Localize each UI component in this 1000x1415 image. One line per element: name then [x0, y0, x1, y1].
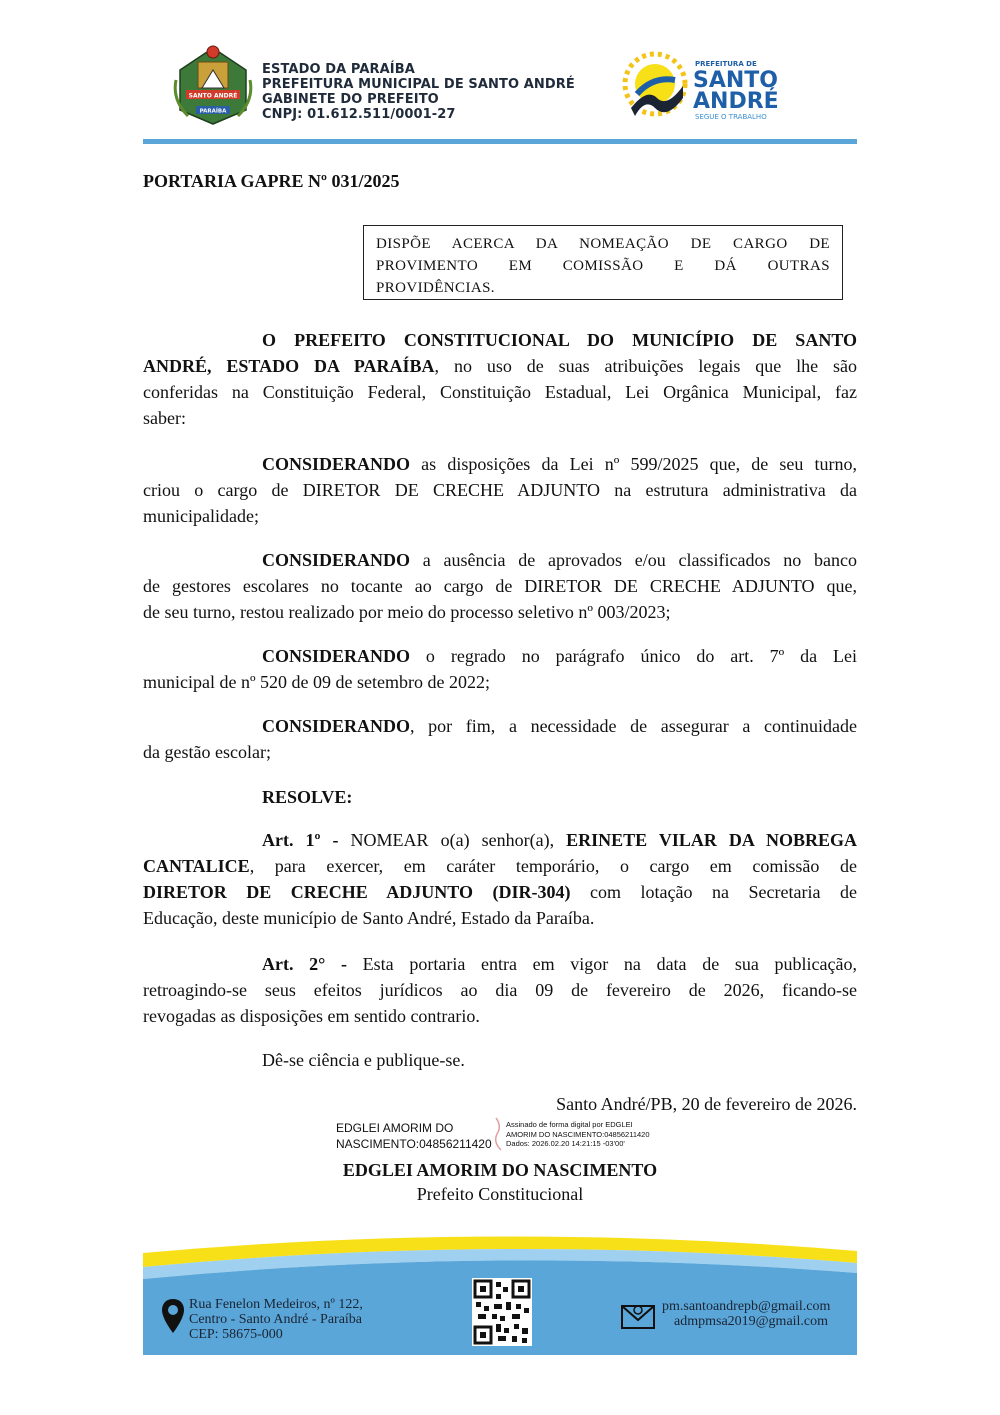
considerando-3-line-1: o regrado no parágrafo único do art. 7º da Lei — [410, 646, 857, 666]
location-pin-icon — [160, 1297, 186, 1337]
signature-mark-icon — [494, 1116, 504, 1152]
ementa-line-3: PROVIDÊNCIAS. — [376, 280, 495, 296]
header-line-cnpj: CNPJ: 01.612.511/0001-27 — [262, 107, 456, 122]
considerando-1-line-2: criou o cargo de DIRETOR DE CRECHE ADJUNTO na estrutura administrativa da — [143, 480, 857, 500]
header-line-prefeitura: PREFEITURA MUNICIPAL DE SANTO ANDRÉ — [262, 77, 575, 92]
ementa-line-1: DISPÕE ACERCA DA NOMEAÇÃO DE CARGO DE — [376, 236, 830, 252]
article-1-name-1: ERINETE VILAR DA NOBREGA — [566, 830, 857, 850]
article-1-label: Art. 1º - — [262, 830, 339, 850]
considerando-1-line-1: as disposições da Lei nº 599/2025 que, de seu turno, — [410, 454, 857, 474]
signature-name-line-2: NASCIMENTO:04856211420 — [336, 1137, 492, 1151]
article-1-text-2: , para exercer, em caráter temporário, o cargo em comissão de — [249, 856, 857, 876]
article-2-line-3: revogadas as disposições em sentido contrario. — [143, 1006, 480, 1026]
preamble-line-4: saber: — [143, 408, 186, 428]
ementa-line-2: PROVIMENTO EM COMISSÃO E DÁ OUTRAS — [376, 258, 830, 274]
brand-name-line-1: SANTO — [693, 68, 778, 93]
address-line-3: CEP: 58675-000 — [189, 1327, 283, 1342]
address-line-2: Centro - Santo André - Paraíba — [189, 1312, 363, 1327]
article-1-line-4: Educação, deste município de Santo André, Estado da Paraíba. — [143, 908, 595, 928]
signer-name: EDGLEI AMORIM DO NASCIMENTO — [342, 1160, 658, 1180]
signature-meta-1: Assinado de forma digital por EDGLEI — [506, 1120, 633, 1129]
header-line-gabinete: GABINETE DO PREFEITO — [262, 92, 439, 107]
considerando-2-bold: CONSIDERANDO — [262, 550, 411, 570]
considerando-3-line-2: municipal de nº 520 de 09 de setembro de 2022; — [143, 672, 491, 692]
crest-label-bottom: PARAÍBA — [199, 108, 227, 115]
preamble-paragraph — [143, 327, 857, 431]
document-title: PORTARIA GAPRE Nº 031/2025 — [143, 171, 400, 191]
article-1-text-3: com lotação na Secretaria de — [570, 882, 858, 902]
article-1-text-1: NOMEAR o(a) senhor(a), — [338, 830, 567, 850]
brand-slogan: SEGUE O TRABALHO — [695, 113, 767, 121]
municipal-crest — [172, 40, 254, 126]
considerando-2-paragraph — [143, 547, 857, 625]
considerando-3-paragraph — [143, 643, 857, 695]
article-2-paragraph — [143, 951, 857, 1029]
article-1-name-2: CANTALICE — [143, 856, 250, 876]
ementa-box — [363, 225, 843, 300]
considerando-2-line-3: de seu turno, restou realizado por meio do processo seletivo nº 003/2023; — [143, 602, 671, 622]
considerando-4-bold: CONSIDERANDO — [262, 716, 411, 736]
considerando-4-line-2: da gestão escolar; — [143, 742, 271, 762]
document-date: Santo André/PB, 20 de fevereiro de 2026. — [556, 1094, 857, 1114]
signer-block — [0, 1158, 1000, 1206]
address-line-1: Rua Fenelon Medeiros, nº 122, — [189, 1297, 363, 1312]
email-envelope-icon — [620, 1300, 656, 1330]
considerando-1-paragraph — [143, 451, 857, 529]
footer-emails — [662, 1299, 830, 1329]
article-2-label: Art. 2° - — [262, 954, 348, 974]
considerando-2-line-1: a ausência de aprovados e/ou classificados no banco — [410, 550, 857, 570]
signature-name-line-1: EDGLEI AMORIM DO — [336, 1121, 454, 1135]
brand-small-label: PREFEITURA DE — [695, 60, 757, 68]
footer-address — [189, 1297, 363, 1342]
header-line-state: ESTADO DA PARAÍBA — [262, 62, 415, 77]
footer-email-1: pm.santoandrepb@gmail.com — [662, 1299, 831, 1314]
header-institution — [262, 62, 575, 122]
resolve-text: RESOLVE: — [262, 787, 353, 807]
considerando-4-line-1: , por fim, a necessidade de assegurar a continuidade — [410, 716, 857, 736]
crest-label-top: SANTO ANDRÉ — [188, 92, 238, 100]
considerando-1-bold: CONSIDERANDO — [262, 454, 411, 474]
considerando-3-bold: CONSIDERANDO — [262, 646, 411, 666]
header-divider — [143, 139, 857, 144]
considerando-1-line-3: municipalidade; — [143, 506, 259, 526]
signature-meta-3: Dados: 2026.02.20 14:21:15 -03'00' — [506, 1139, 625, 1148]
considerando-4-paragraph — [143, 713, 857, 765]
preamble-bold-2: ANDRÉ, ESTADO DA PARAÍBA — [143, 356, 435, 376]
article-2-line-1: Esta portaria entra em vigor na data de sua publicação, — [347, 954, 857, 974]
digital-signature-name — [336, 1120, 492, 1152]
article-2-line-2: retroagindo-se seus efeitos jurídicos ao dia 09 de fevereiro de 2026, ficando-se — [143, 980, 857, 1000]
brand-name-line-2: ANDRÉ — [693, 89, 779, 114]
article-1-cargo: DIRETOR DE CRECHE ADJUNTO (DIR-304) — [143, 882, 571, 902]
signature-meta-2: AMORIM DO NASCIMENTO:04856211420 — [506, 1129, 650, 1139]
considerando-2-line-2: de gestores escolares no tocante ao cargo de DIRETOR DE CRECHE ADJUNTO que, — [143, 576, 857, 596]
qr-code-icon — [472, 1278, 532, 1346]
article-1-paragraph — [143, 827, 857, 931]
footer-email-2: admpmsa2019@gmail.com — [674, 1314, 829, 1329]
preamble-bold-1: O PREFEITO CONSTITUCIONAL DO MUNICÍPIO DE SANTO — [262, 330, 857, 350]
closing-text: Dê-se ciência e publique-se. — [262, 1050, 465, 1070]
digital-signature-metadata — [506, 1120, 650, 1149]
brand-logo — [617, 46, 857, 126]
resolve-heading — [262, 784, 352, 810]
signer-role: Prefeito Constitucional — [416, 1184, 584, 1204]
preamble-line-3: conferidas na Constituição Federal, Constituição Estadual, Lei Orgânica Municipal, faz — [143, 382, 857, 402]
preamble-text-2: , no uso de suas atribuições legais que lhe são — [434, 356, 858, 376]
